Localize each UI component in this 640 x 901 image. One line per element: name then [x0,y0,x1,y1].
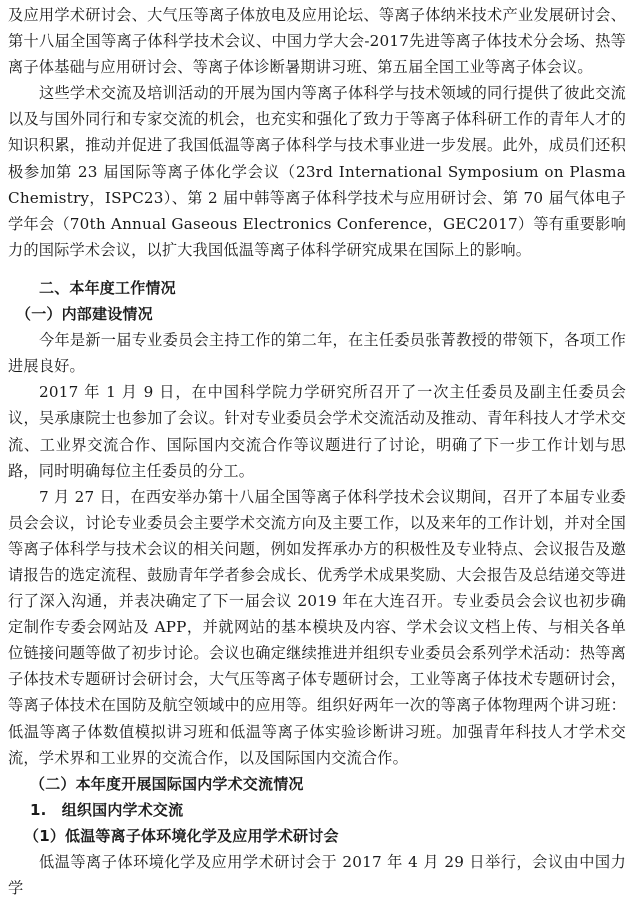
section-heading-annual-work: 二、本年度工作情况 [39,278,176,297]
paragraph-july-meeting: 7 月 27 日，在西安举办第十八届全国等离子体科学技术会议期间，召开了本届专业委员会会议，讨论专业委员会主要学术交流方向及主要工作，以及来年的工作计划，并对全国等离子体科学与技术会议的相关问题，例如发挥承办方的积极性及专业特点、会议报告及邀请报告的选定流程、鼓励青年学者参会成长、优秀学术成果奖励、大会报告及总结递交等进行了深入沟通，并表决确定了下一届会议 2019 年在大连召开。专业委员会会议也初步确定制作专委会网站及 APP，并就网站的基本模块及内容、学术会议文档上传、与相关各单位链接问题等做了初步讨论。会议也确定继续推进并组织专业委员会系列学术活动：热等离子体技术专题研讨会研讨会，大气压等离子体专题研讨会，工业等离子体技术专题研讨会，等离子体技术在国防及航空领域中的应用等。组织好两年一次的等离子体物理两个讲习班：低温等离子体数值模拟讲习班和低温等离子体实验诊断讲习班。加强青年科技人才学术交流，学术界和工业界的交流合作，以及国际国内交流合作。 [8,487,626,767]
paragraph-committee-intro: 今年是新一届专业委员会主持工作的第二年，在主任委员张菁教授的带领下，各项工作进展良好。 [8,331,626,376]
subsection-heading-academic-exchange: （二）本年度开展国际国内学术交流情况 [30,774,304,793]
paragraph-conference-list: 及应用学术研讨会、大气压等离子体放电及应用论坛、等离子体纳米技术产业发展研讨会、第十八届全国等离子体科学技术会议、中国力学大会-2017先进等离子体技术分会场、热等离子体基础与应用研讨会、等离子体诊断暑期讲习班、第五届全国工业等离子体会议。 [8,6,626,77]
item-heading-environment-chemistry-symposium: （1）低温等离子体环境化学及应用学术研讨会 [24,826,339,845]
paragraph-january-meeting: 2017 年 1 月 9 日，在中国科学院力学研究所召开了一次主任委员及副主任委员会议，吴承康院士也参加了会议。针对专业委员会学术交流活动及推动、青年科技人才学术交流、工业界交流合作、国际国内交流合作等议题进行了讨论，明确了下一步工作计划与思路，同时明确每位主任委员的分工。 [8,383,626,480]
item-heading-domestic-exchange: 1. 组织国内学术交流 [30,800,184,819]
subsection-heading-internal-building: （一）内部建设情况 [16,305,153,324]
spacer [8,263,626,271]
paragraph-symposium-intro: 低温等离子体环境化学及应用学术研讨会于 2017 年 4 月 29 日举行，会议由中国力学 [8,853,626,898]
paragraph-exchange-summary: 这些学术交流及培训活动的开展为国内等离子体科学与技术领域的同行提供了彼此交流以及与国外同行和专家交流的机会，也充实和强化了致力于等离子体科研工作的青年人才的知识积累，推动并促进了我国低温等离子体科学与技术事业进一步发展。此外，成员们还积极参加第 23 届国际等离子体化学会议（23rd International Symposium on Plasma Chemistry，ISPC23）、第 2 届中韩等离子体科学技术与应用研讨会、第 70 届气体电子学年会（70th Annual Gaseous Electronics Conference，GEC2017）等有重要影响力的国际学术会议，以扩大我国低温等离子体科学研究成果在国际上的影响。 [8,84,626,259]
